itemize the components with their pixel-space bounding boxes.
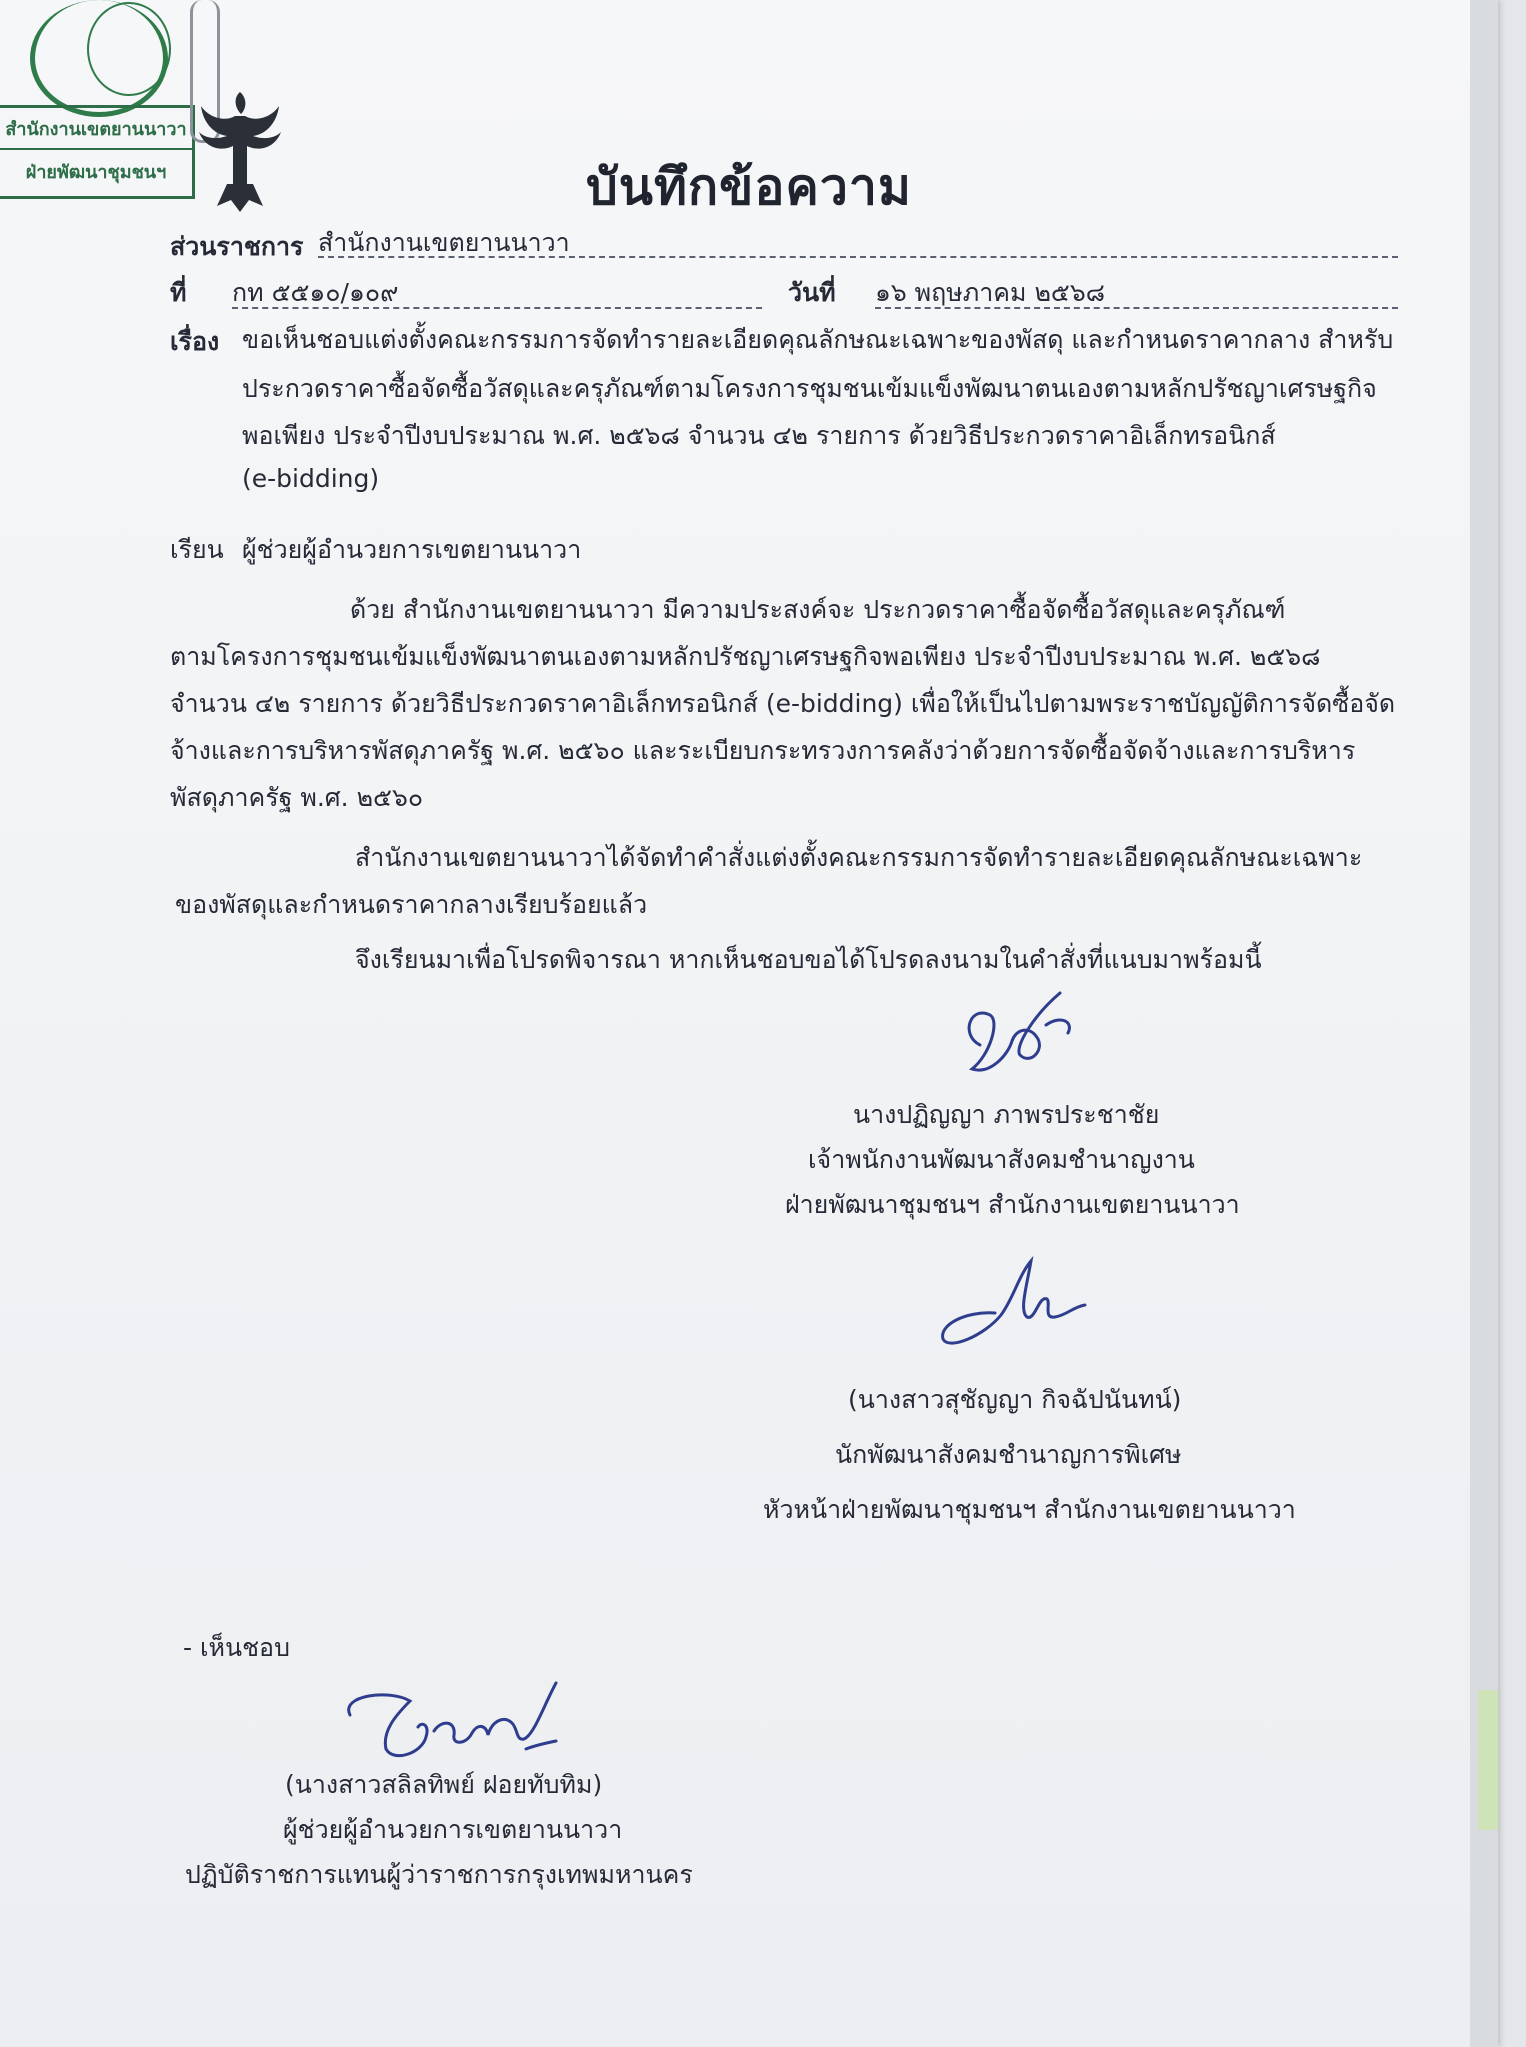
subject-line: ขอเห็นชอบแต่งตั้งคณะกรรมการจัดทำรายละเอียดคุณลักษณะเฉพาะของพัสดุ และกำหนดราคากลาง สำหรับ [242,325,1394,354]
signer2-name: (นางสาวสุชัญญา กิจฉัปนันทน์) [848,1385,1182,1414]
signer1-name: นางปฏิญญา ภาพรประชาชัย [853,1100,1160,1129]
date-dotted-line [875,307,1398,309]
subject-line: ประกวดราคาซื้อจัดซื้อวัสดุและครุภัณฑ์ตามโครงการชุมชนเข้มแข็งพัฒนาตนเองตามหลักปรัชญาเศรษฐกิจ [242,374,1377,403]
date-label: วันที่ [788,278,836,307]
body-line: ตามโครงการชุมชนเข้มแข็งพัฒนาตนเองตามหลักปรัชญาเศรษฐกิจพอเพียง ประจำปีงบประมาณ พ.ศ. ๒๕๖๘ [170,642,1321,671]
reference-label: ที่ [170,278,187,307]
subject-label: เรื่อง [170,327,220,356]
signature-1 [950,985,1100,1095]
addressee-label: เรียน [170,535,224,564]
body-line: พัสดุภาครัฐ พ.ศ. ๒๕๖๐ [170,783,424,812]
body-line: สำนักงานเขตยานนาวาได้จัดทำคำสั่งแต่งตั้งคณะกรรมการจัดทำรายละเอียดคุณลักษณะเฉพาะ [355,843,1363,872]
agency-label: ส่วนราชการ [170,232,304,261]
body-line: ของพัสดุและกำหนดราคากลางเรียบร้อยแล้ว [175,890,648,919]
signer2-position: นักพัฒนาสังคมชำนาญการพิเศษ [835,1440,1182,1469]
agency-value: สำนักงานเขตยานนาวา [318,228,570,257]
stamp-line-1: สำนักงานเขตยานนาวา [5,119,187,140]
body-line: จึงเรียนมาเพื่อโปรดพิจารณา หากเห็นชอบขอได้โปรดลงนามในคำสั่งที่แนบมาพร้อมนี้ [355,945,1262,974]
approver-acting-role: ปฏิบัติราชการแทนผู้ว่าราชการกรุงเทพมหานคร [185,1860,693,1889]
signer1-position: เจ้าพนักงานพัฒนาสังคมชำนาญงาน [808,1145,1195,1174]
addressee-value: ผู้ช่วยผู้อำนวยการเขตยานนาวา [242,535,582,564]
signer2-unit: หัวหน้าฝ่ายพัฒนาชุมชนฯ สำนักงานเขตยานนาวา [763,1495,1296,1524]
approver-name: (นางสาวสลิลทิพย์ ฝอยทับทิม) [285,1770,603,1799]
approval-note: - เห็นชอบ [183,1633,290,1662]
date-value: ๑๖ พฤษภาคม ๒๕๖๘ [875,278,1106,307]
reference-value: กท ๕๕๑๐/๑๐๙ [232,278,399,307]
approver-position: ผู้ช่วยผู้อำนวยการเขตยานนาวา [283,1815,623,1844]
signer1-unit: ฝ่ายพัฒนาชุมชนฯ สำนักงานเขตยานนาวา [785,1190,1240,1219]
bangkok-seal-stamp [30,0,168,117]
stamp-line-2: ฝ่ายพัฒนาชุมชนฯ [25,162,167,183]
reference-dotted-line [232,307,762,309]
memo-title: บันทึกข้อความ [586,158,912,216]
approval-signature [330,1665,570,1775]
signature-2 [935,1255,1095,1355]
agency-dotted-line [318,256,1398,258]
body-line: จำนวน ๔๒ รายการ ด้วยวิธีประกวดราคาอิเล็กทรอนิกส์ (e-bidding) เพื่อให้เป็นไปตามพระราชบัญญัติการจัดซื้อจัด [170,689,1396,718]
body-line: ด้วย สำนักงานเขตยานนาวา มีความประสงค์จะ ประกวดราคาซื้อจัดซื้อวัสดุและครุภัณฑ์ [350,595,1286,624]
subject-line: พอเพียง ประจำปีงบประมาณ พ.ศ. ๒๕๖๘ จำนวน ๔๒ รายการ ด้วยวิธีประกวดราคาอิเล็กทรอนิกส์ [242,421,1276,450]
sticky-note-edge [1478,1690,1498,1830]
subject-line: (e-bidding) [242,464,380,493]
body-line: จ้างและการบริหารพัสดุภาครัฐ พ.ศ. ๒๕๖๐ และระเบียบกระทรวงการคลังว่าด้วยการจัดซื้อจัดจ้างและการบริหาร [170,736,1356,765]
